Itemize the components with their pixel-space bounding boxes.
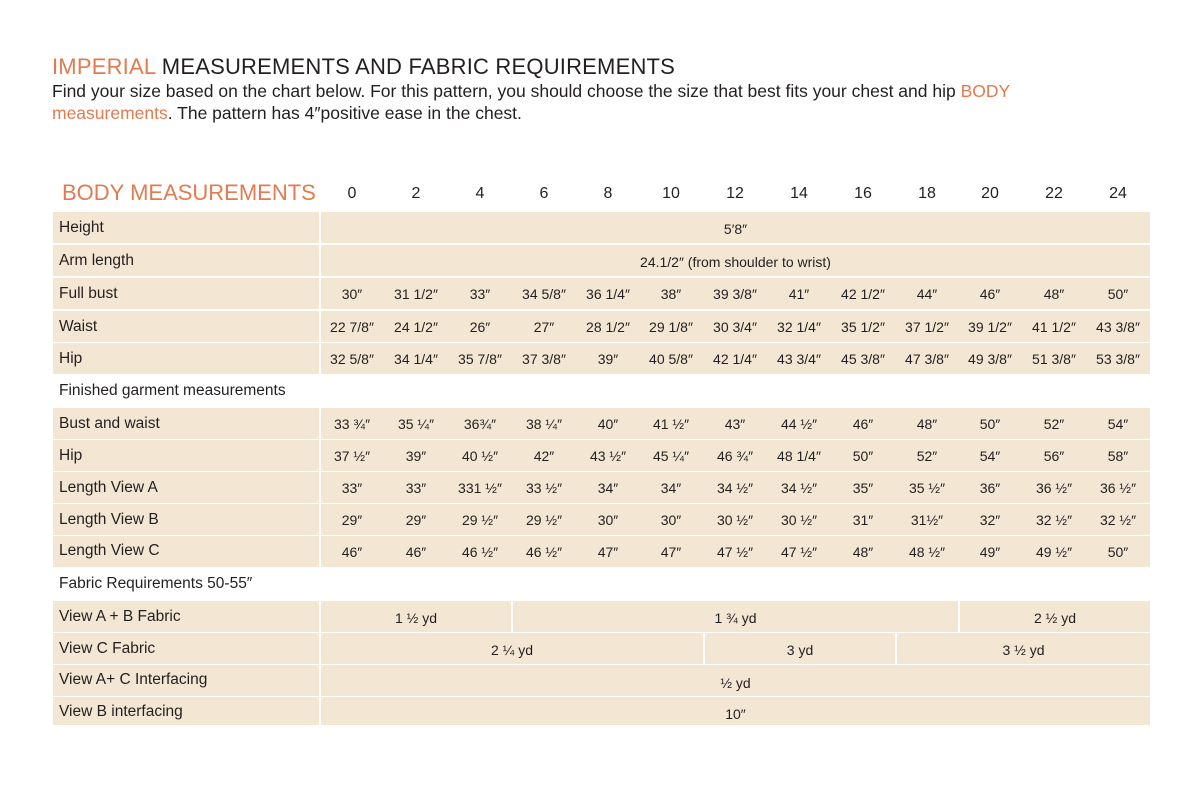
finished-garment-label: Finished garment measurements bbox=[59, 382, 286, 399]
hip-cell: 43 3/4″ bbox=[777, 351, 821, 367]
size-header: 14 bbox=[790, 185, 808, 202]
bust-waist-cell: 35 ¼″ bbox=[397, 416, 435, 432]
waist-cell: 29 1/8″ bbox=[649, 319, 693, 335]
fin-hip-cell: 46 ¾″ bbox=[716, 448, 754, 464]
page-title bbox=[52, 54, 675, 80]
length-a-cell: 35 ½″ bbox=[908, 480, 946, 496]
full-bust-cell: 36 1/4″ bbox=[586, 286, 630, 302]
length-c-cell: 47 ½″ bbox=[780, 544, 818, 560]
fin-hip-cell: 56″ bbox=[1043, 448, 1065, 464]
intro-part-1: Find your size based on the chart below. For this pattern, you should choose the size that best fits your chest and hip bbox=[52, 81, 961, 101]
hip-cell: 40 5/8″ bbox=[649, 351, 693, 367]
waist-cell: 28 1/2″ bbox=[586, 319, 630, 335]
fin-hip-cell: 39″ bbox=[405, 448, 427, 464]
hip-cell: 37 3/8″ bbox=[522, 351, 566, 367]
bust-waist-cell: 36¾″ bbox=[463, 416, 497, 432]
view-c-fabric-value: 2 ¼ yd bbox=[490, 642, 534, 658]
waist-cell: 37 1/2″ bbox=[905, 319, 949, 335]
length-a-cell: 35″ bbox=[852, 480, 874, 496]
bust-waist-label: Bust and waist bbox=[59, 415, 160, 432]
hip-cell: 47 3/8″ bbox=[905, 351, 949, 367]
hip-cell: 49 3/8″ bbox=[968, 351, 1012, 367]
full-bust-cell: 44″ bbox=[916, 286, 938, 302]
length-b-cell: 30 ½″ bbox=[780, 512, 818, 528]
length-a-cell: 36 ½″ bbox=[1099, 480, 1137, 496]
length-b-cell: 30″ bbox=[660, 512, 682, 528]
waist-cell: 26″ bbox=[469, 319, 491, 335]
size-header: 6 bbox=[539, 185, 549, 202]
intro-text bbox=[52, 80, 1112, 124]
full-bust-cell: 30″ bbox=[341, 286, 363, 302]
title-accent: IMPERIAL bbox=[52, 54, 156, 79]
fin-hip-cell: 48 1/4″ bbox=[777, 448, 821, 464]
length-c-cell: 46″ bbox=[405, 544, 427, 560]
length-b-cell: 29″ bbox=[405, 512, 427, 528]
view-ac-interfacing-label: View A+ C Interfacing bbox=[59, 671, 208, 688]
bust-waist-cell: 41 ½″ bbox=[652, 416, 690, 432]
full-bust-cell: 50″ bbox=[1107, 286, 1129, 302]
length-b-cell: 29″ bbox=[341, 512, 363, 528]
length-a-cell: 36 ½″ bbox=[1035, 480, 1073, 496]
length-a-cell: 33 ½″ bbox=[525, 480, 563, 496]
fin-hip-cell: 58″ bbox=[1107, 448, 1129, 464]
fin-hip-cell: 42″ bbox=[533, 448, 555, 464]
waist-cell: 27″ bbox=[533, 319, 555, 335]
bust-waist-cell: 40″ bbox=[597, 416, 619, 432]
hip-cell: 32 5/8″ bbox=[330, 351, 374, 367]
hip-cell: 35 7/8″ bbox=[458, 351, 502, 367]
full-bust-cell: 42 1/2″ bbox=[841, 286, 885, 302]
full-bust-cell: 46″ bbox=[979, 286, 1001, 302]
view-c-fabric-label: View C Fabric bbox=[59, 640, 156, 657]
bust-waist-cell: 43″ bbox=[724, 416, 746, 432]
size-header: 4 bbox=[475, 185, 485, 202]
length-view-c-label: Length View C bbox=[59, 542, 160, 559]
view-b-interfacing-value: 10″ bbox=[725, 706, 746, 722]
size-header: 24 bbox=[1109, 185, 1127, 202]
row-label-bg bbox=[53, 440, 319, 471]
length-c-cell: 46 ½″ bbox=[461, 544, 499, 560]
length-view-b-label: Length View B bbox=[59, 511, 159, 528]
waist-cell: 41 1/2″ bbox=[1032, 319, 1076, 335]
length-c-cell: 46 ½″ bbox=[525, 544, 563, 560]
waist-cell: 35 1/2″ bbox=[841, 319, 885, 335]
hip-cell: 42 1/4″ bbox=[713, 351, 757, 367]
view-ab-fabric-value: 1 ¾ yd bbox=[714, 610, 757, 626]
length-c-cell: 47″ bbox=[660, 544, 682, 560]
view-b-interfacing-label: View B interfacing bbox=[59, 703, 183, 720]
intro-accent: BODY measurements bbox=[52, 81, 1010, 123]
arm-length-label: Arm length bbox=[59, 252, 134, 269]
fin-hip-cell: 43 ½″ bbox=[589, 448, 627, 464]
bust-waist-cell: 52″ bbox=[1043, 416, 1065, 432]
bust-waist-cell: 38 ¼″ bbox=[525, 416, 563, 432]
bust-waist-cell: 48″ bbox=[916, 416, 938, 432]
size-header: 10 bbox=[662, 185, 680, 202]
waist-cell: 30 3/4″ bbox=[713, 319, 757, 335]
length-c-cell: 48″ bbox=[852, 544, 874, 560]
size-header: 2 bbox=[411, 185, 421, 202]
size-header: 18 bbox=[918, 185, 936, 202]
full-bust-cell: 39 3/8″ bbox=[713, 286, 757, 302]
length-a-cell: 34 ½″ bbox=[780, 480, 818, 496]
length-c-cell: 48 ½″ bbox=[908, 544, 946, 560]
length-a-cell: 33″ bbox=[405, 480, 427, 496]
length-c-cell: 47 ½″ bbox=[716, 544, 754, 560]
height-value: 5′8″ bbox=[723, 221, 748, 237]
length-b-cell: 29 ½″ bbox=[461, 512, 499, 528]
fin-hip-cell: 37 ½″ bbox=[333, 448, 371, 464]
fin-hip-cell: 52″ bbox=[916, 448, 938, 464]
length-b-cell: 32 ½″ bbox=[1035, 512, 1073, 528]
hip-label: Hip bbox=[59, 350, 83, 367]
view-ab-fabric-label: View A + B Fabric bbox=[59, 608, 181, 625]
length-b-cell: 32″ bbox=[979, 512, 1001, 528]
length-c-cell: 47″ bbox=[597, 544, 619, 560]
waist-cell: 43 3/8″ bbox=[1096, 319, 1140, 335]
fin-hip-cell: 50″ bbox=[852, 448, 874, 464]
intro-part-2: . The pattern has 4″positive ease in the chest. bbox=[167, 103, 522, 123]
length-c-cell: 49″ bbox=[979, 544, 1001, 560]
hip-cell: 51 3/8″ bbox=[1032, 351, 1076, 367]
length-a-cell: 331 ½″ bbox=[458, 480, 502, 496]
finished-hip-label: Hip bbox=[59, 447, 83, 464]
hip-cell: 53 3/8″ bbox=[1096, 351, 1140, 367]
waist-cell: 39 1/2″ bbox=[968, 319, 1012, 335]
hip-cell: 34 1/4″ bbox=[394, 351, 438, 367]
length-b-cell: 32 ½″ bbox=[1099, 512, 1137, 528]
length-b-cell: 30″ bbox=[597, 512, 619, 528]
title-rest: MEASUREMENTS AND FABRIC REQUIREMENTS bbox=[155, 54, 676, 79]
full-bust-cell: 33″ bbox=[469, 286, 491, 302]
full-bust-cell: 31 1/2″ bbox=[394, 286, 438, 302]
height-label: Height bbox=[59, 219, 104, 236]
fin-hip-cell: 40 ½″ bbox=[461, 448, 499, 464]
length-a-cell: 34 ½″ bbox=[716, 480, 754, 496]
bust-waist-cell: 33 ¾″ bbox=[333, 416, 371, 432]
waist-cell: 24 1/2″ bbox=[394, 319, 438, 335]
bust-waist-cell: 54″ bbox=[1107, 416, 1129, 432]
length-b-cell: 30 ½″ bbox=[716, 512, 754, 528]
hip-cell: 45 3/8″ bbox=[841, 351, 885, 367]
size-header: 20 bbox=[981, 185, 999, 202]
size-header: 12 bbox=[726, 185, 744, 202]
length-a-cell: 33″ bbox=[341, 480, 363, 496]
length-b-cell: 31½″ bbox=[910, 512, 944, 528]
bust-waist-cell: 50″ bbox=[979, 416, 1001, 432]
full-bust-cell: 41″ bbox=[788, 286, 810, 302]
size-header: 8 bbox=[603, 185, 613, 202]
length-c-cell: 50″ bbox=[1107, 544, 1129, 560]
full-bust-cell: 34 5/8″ bbox=[522, 286, 566, 302]
size-header: 0 bbox=[347, 185, 357, 202]
length-a-cell: 34″ bbox=[597, 480, 619, 496]
length-b-cell: 29 ½″ bbox=[525, 512, 563, 528]
view-ab-fabric-value: 1 ½ yd bbox=[394, 610, 438, 626]
waist-label: Waist bbox=[59, 318, 98, 335]
length-a-cell: 34″ bbox=[660, 480, 682, 496]
length-a-cell: 36″ bbox=[979, 480, 1001, 496]
arm-length-value: 24.1/2″ (from shoulder to wrist) bbox=[640, 254, 831, 270]
body-measurements-title: BODY MEASUREMENTS bbox=[62, 180, 316, 205]
size-header: 16 bbox=[854, 185, 872, 202]
view-ab-fabric-value: 2 ½ yd bbox=[1033, 610, 1077, 626]
bust-waist-cell: 44 ½″ bbox=[780, 416, 818, 432]
view-c-fabric-value: 3 ½ yd bbox=[1002, 642, 1045, 658]
full-bust-label: Full bust bbox=[59, 285, 118, 302]
waist-cell: 32 1/4″ bbox=[777, 319, 821, 335]
bust-waist-cell: 46″ bbox=[852, 416, 874, 432]
length-c-cell: 49 ½″ bbox=[1035, 544, 1073, 560]
length-c-cell: 46″ bbox=[341, 544, 363, 560]
fin-hip-cell: 45 ¼″ bbox=[652, 448, 690, 464]
waist-cell: 22 7/8″ bbox=[330, 319, 374, 335]
view-c-fabric-value: 3 yd bbox=[786, 642, 814, 658]
full-bust-cell: 48″ bbox=[1043, 286, 1065, 302]
view-ac-interfacing-value: ½ yd bbox=[720, 675, 751, 691]
hip-cell: 39″ bbox=[597, 351, 619, 367]
length-view-a-label: Length View A bbox=[59, 479, 158, 496]
full-bust-cell: 38″ bbox=[660, 286, 682, 302]
row-label-bg bbox=[53, 343, 319, 374]
size-header: 22 bbox=[1045, 185, 1063, 202]
fabric-requirements-label: Fabric Requirements 50-55″ bbox=[59, 575, 253, 592]
fin-hip-cell: 54″ bbox=[979, 448, 1001, 464]
length-b-cell: 31″ bbox=[852, 512, 874, 528]
